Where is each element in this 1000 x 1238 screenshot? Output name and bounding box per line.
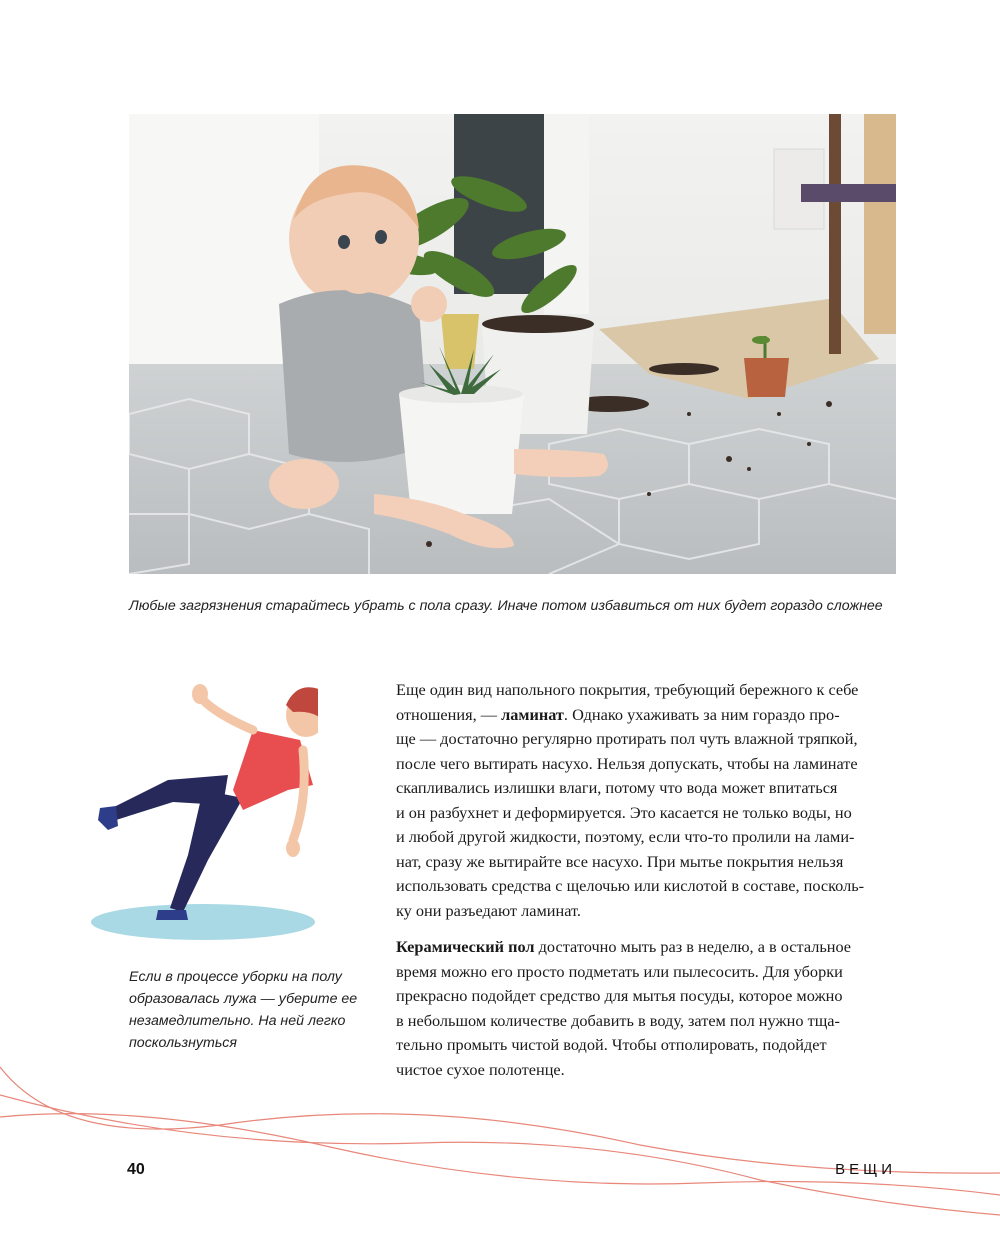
decorative-wave-lines bbox=[0, 1055, 1000, 1235]
text-line: в небольшом количестве добавить в воду, затем пол нужно тща- bbox=[396, 1010, 840, 1030]
caption-line: незамедлительно. На ней легко bbox=[129, 1013, 346, 1029]
text-line: ку они разъедают ламинат. bbox=[396, 900, 581, 920]
text-line: после чего вытирать насухо. Нельзя допускать, чтобы на ламинате bbox=[396, 753, 858, 773]
caption-line: образовалась лужа — уберите ее bbox=[129, 991, 358, 1007]
text-line: Еще один вид напольного покрытия, требующий бережного к себе bbox=[396, 680, 859, 699]
text-line bbox=[396, 703, 896, 728]
term-ceramic-floor: Керамический пол bbox=[396, 937, 535, 956]
text-line: чистое сухое полотенце. bbox=[396, 1059, 565, 1079]
illustration-caption bbox=[129, 966, 374, 1054]
text-fragment: . Однако ухаживать за ним гораздо про- bbox=[563, 704, 840, 724]
text-line bbox=[396, 935, 896, 960]
text-fragment: достаточно мыть раз в неделю, а в остальное bbox=[534, 937, 852, 956]
caption-line: Если в процессе уборки на полу bbox=[129, 969, 342, 985]
text-line: использовать средства с щелочью или кислотой в составе, посколь- bbox=[396, 876, 865, 895]
text-line: время можно его просто подметать или пылесосить. Для уборки bbox=[396, 961, 843, 981]
text-fragment: отношения, — bbox=[396, 704, 502, 724]
baby-with-plants-image bbox=[129, 114, 896, 574]
page-number: 40 bbox=[127, 1161, 145, 1178]
text-line: и он разбухнет и деформируется. Это касается не только воды, но bbox=[396, 802, 852, 822]
puddle-shape bbox=[91, 904, 315, 940]
slipping-woman-illustration bbox=[88, 680, 318, 945]
paragraph-laminate bbox=[396, 678, 896, 923]
caption-line: поскользнуться bbox=[129, 1035, 237, 1051]
text-line: нат, сразу же вытирайте все насухо. При мытье покрытия нельзя bbox=[396, 851, 844, 871]
slipping-woman-icon bbox=[88, 680, 318, 945]
section-title: ВЕЩИ bbox=[835, 1161, 896, 1178]
text-line: ще — достаточно регулярно протирать пол чуть влажной тряпкой, bbox=[396, 729, 858, 748]
term-laminate: ламинат bbox=[501, 704, 564, 724]
text-line: прекрасно подойдет средство для мытья посуды, которое можно bbox=[396, 986, 843, 1005]
photo-caption: Любые загрязнения старайтесь убрать с пола сразу. Иначе потом избавиться от них будет гораздо сложнее bbox=[129, 598, 883, 614]
paragraph-gap bbox=[396, 923, 896, 935]
main-photo bbox=[129, 114, 896, 574]
text-line: скапливались излишки влаги, потому что вода может впитаться bbox=[396, 778, 838, 797]
text-line: тельно промыть чистой водой. Чтобы отполировать, подойдет bbox=[396, 1035, 827, 1054]
article-body bbox=[396, 678, 896, 1082]
text-line: и любой другой жидкости, поэтому, если что-то пролили на лами- bbox=[396, 827, 855, 846]
